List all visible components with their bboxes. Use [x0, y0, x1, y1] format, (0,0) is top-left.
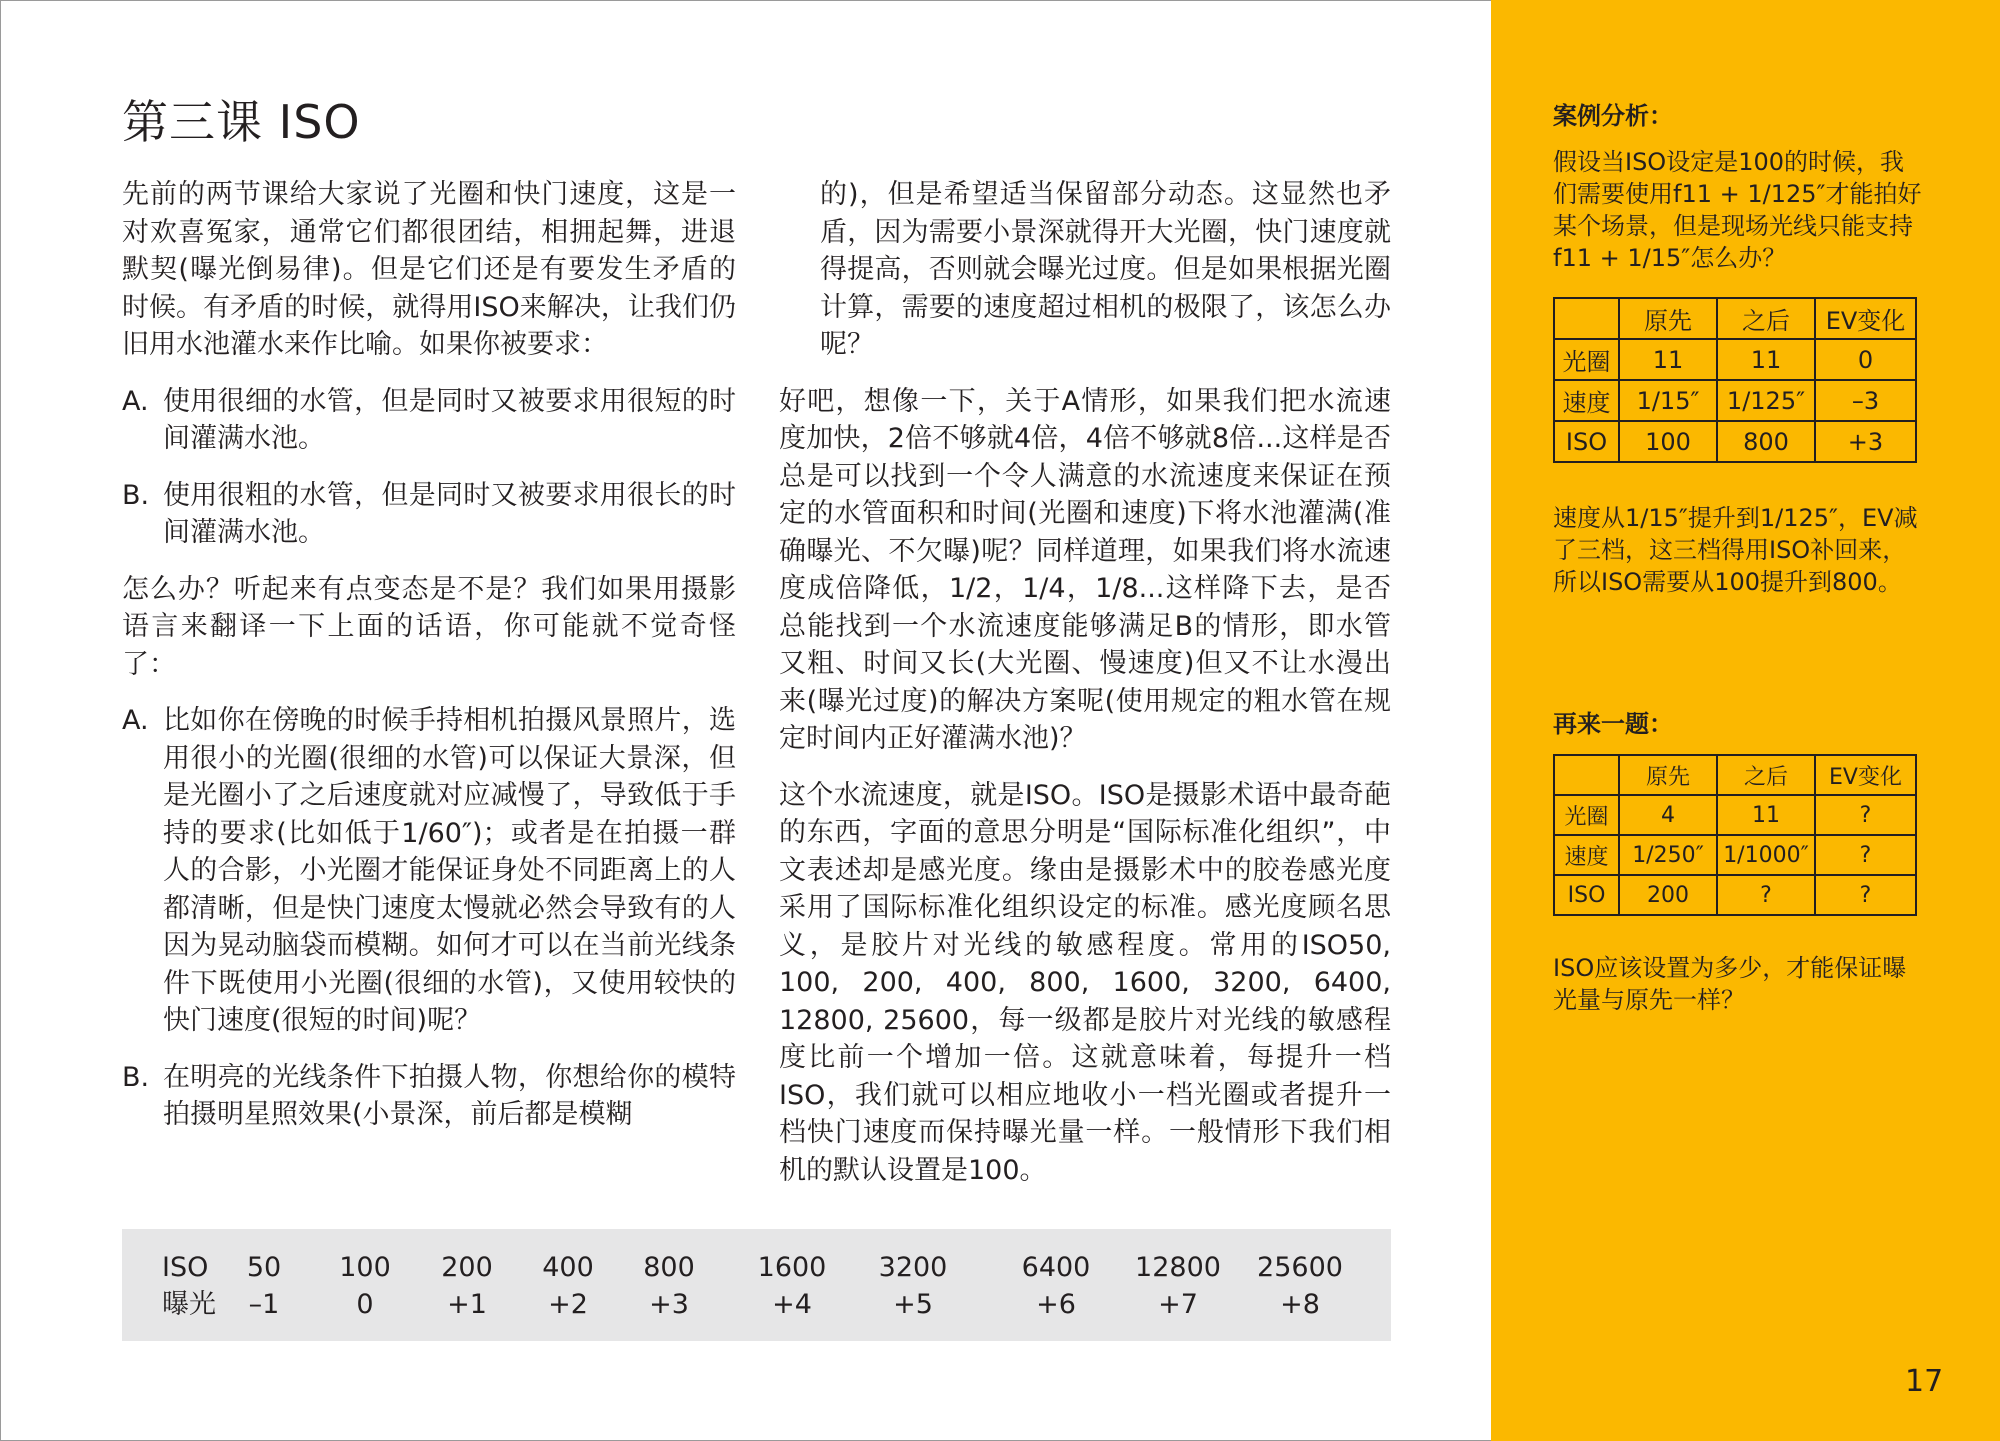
intro-paragraph: 先前的两节课给大家说了光圈和快门速度，这是一对欢喜冤家，通常它们都很团结，相拥起舞，进退默契(曝光倒易律)。但是它们还是有要发生矛盾的时候。有矛盾的时候，就得用ISO来解决，让我们仍旧用水池灌水来作比喻。如果你被要求： [122, 179, 736, 360]
answer-text: 速度从1/15″提升到1/125″，EV减了三档，这三档得用ISO补回来，所以ISO需要从100提升到800。 [1553, 504, 1918, 596]
table-cell: 原先 [1619, 298, 1717, 339]
table-cell [1554, 755, 1619, 795]
table-cell: ? [1717, 875, 1815, 915]
table-cell: 11 [1717, 339, 1815, 380]
list-item-text: 使用很细的水管，但是同时又被要求用很短的时间灌满水池。 [163, 385, 736, 454]
table-cell: 之后 [1717, 755, 1815, 795]
list-marker: A. [122, 385, 149, 417]
exposure-value: +2 [548, 1289, 588, 1320]
table-cell: 1/250″ [1619, 835, 1717, 875]
table-cell: 1/1000″ [1717, 835, 1815, 875]
exposure-value: 0 [356, 1289, 374, 1320]
list-marker: B. [122, 479, 150, 511]
iso-value: 200 [441, 1252, 493, 1283]
table-row [1554, 835, 1916, 875]
table-cell: ? [1815, 875, 1916, 915]
table-cell: 原先 [1619, 755, 1717, 795]
list-marker: A. [122, 705, 149, 736]
question-text: ISO应该设置为多少，才能保证曝光量与原先一样？ [1553, 954, 1907, 1014]
exposure-value: +3 [649, 1289, 689, 1320]
exposure-value: +7 [1158, 1289, 1198, 1320]
iso-value: 400 [542, 1252, 594, 1283]
list-item [122, 1059, 736, 1134]
table-cell: ISO [1554, 875, 1619, 915]
table-cell: ? [1815, 835, 1916, 875]
page-title: 第三课 ISO [122, 95, 361, 149]
exposure-value: +5 [893, 1289, 933, 1320]
exposure-row [122, 1286, 1391, 1323]
iso-value: 50 [246, 1252, 282, 1283]
table-cell: ISO [1554, 421, 1619, 462]
table-cell [1554, 298, 1619, 339]
question-paragraph: 怎么办？听起来有点变态是不是？我们如果用摄影语言来翻译一下上面的话语，你可能就不觉奇怪了： [122, 573, 736, 680]
table-cell: 1/15″ [1619, 380, 1717, 421]
list-item [122, 702, 736, 1040]
exposure-value: +8 [1280, 1289, 1320, 1320]
iso-value: 3200 [878, 1252, 948, 1283]
iso-row [122, 1249, 1391, 1286]
exposure-value: –1 [248, 1289, 280, 1320]
table-cell: EV变化 [1815, 298, 1916, 339]
iso-value: 800 [643, 1252, 695, 1283]
body-paragraph: 这个水流速度，就是ISO。ISO是摄影术语中最奇葩的东西，字面的意思分明是“国际标准化组织”，中文表述却是感光度。缘由是摄影术中的胶卷感光度采用了国际标准化组织设定的标准。感光度顾名思义，是胶片对光线的敏感程度。常用的ISO50, 100, 200, 400, 800, 1600, 3200, 6400, 12800, 25600，每一级都是胶片对光线的敏感程度比前一个增加一倍。这就意味着，每提升一档ISO，我们就可以相应地收小一档光圈或者提升一档快门速度而保持曝光量一样。一般情形下我们相机的默认设置是100。 [779, 779, 1391, 1186]
iso-value: 100 [339, 1252, 391, 1283]
list-item [122, 383, 736, 458]
exposure-value: +6 [1036, 1289, 1076, 1320]
page-number: 17 [1905, 1364, 1944, 1399]
table-cell: EV变化 [1815, 755, 1916, 795]
iso-value: 1600 [757, 1252, 827, 1283]
iso-row-label: ISO [162, 1252, 209, 1283]
table-cell: 速度 [1554, 380, 1619, 421]
list-item-text: 使用很粗的水管，但是同时又被要求用很长的时间灌满水池。 [163, 479, 736, 548]
list-item [122, 477, 736, 552]
exposure-row-label: 曝光 [162, 1289, 216, 1320]
iso-value: 6400 [1021, 1252, 1091, 1283]
table-header-row [1554, 755, 1916, 795]
table-cell: 光圈 [1554, 339, 1619, 380]
table-row [1554, 795, 1916, 835]
table-cell: 11 [1619, 339, 1717, 380]
ev-table-exercise [1553, 754, 1917, 916]
iso-value: 12800 [1135, 1252, 1221, 1283]
table-cell: 光圈 [1554, 795, 1619, 835]
list-item-text: 在明亮的光线条件下拍摄人物，你想给你的模特拍摄明星照效果(小景深，前后都是模糊 [163, 1061, 736, 1130]
table-row [1554, 339, 1916, 380]
column-left [122, 176, 736, 1153]
table-row [1554, 380, 1916, 421]
case-text: 假设当ISO设定是100的时候，我们需要使用f11 + 1/125″才能拍好某个场景，但是现场光线只能支持f11 + 1/15″怎么办？ [1553, 148, 1922, 272]
continued-list-text: 的)，但是希望适当保留部分动态。这显然也矛盾，因为需要小景深就得开大光圈，快门速度就得提高，否则就会曝光过度。但是如果根据光圈计算，需要的速度超过相机的极限了，该怎么办呢？ [820, 179, 1391, 360]
table-cell: 11 [1717, 795, 1815, 835]
body-paragraph: 好吧，想像一下，关于A情形，如果我们把水流速度加快，2倍不够就4倍，4倍不够就8倍...这样是否总是可以找到一个令人满意的水流速度来保证在预定的水管面积和时间(光圈和速度)下将水池灌满(准确曝光、不欠曝)呢？同样道理，如果我们将水流速度成倍降低，1/2，1/4，1/8...这样降下去，是否总能找到一个水流速度能够满足B的情形，即水管又粗、时间又长(大光圈、慢速度)但又不让水漫出来(曝光过度)的解决方案呢(使用规定的粗水管在规定时间内正好灌满水池)？ [779, 385, 1391, 754]
exposure-value: +4 [772, 1289, 812, 1320]
table-header-row [1554, 298, 1916, 339]
table-cell: +3 [1815, 421, 1916, 462]
table-cell: –3 [1815, 380, 1916, 421]
table-cell: ? [1815, 795, 1916, 835]
table-cell: 4 [1619, 795, 1717, 835]
exercise-heading: 再来一题： [1553, 710, 1673, 738]
iso-value: 25600 [1257, 1252, 1343, 1283]
ev-table-example [1553, 297, 1917, 463]
table-cell: 1/125″ [1717, 380, 1815, 421]
table-cell: 100 [1619, 421, 1717, 462]
list-item-text: 比如你在傍晚的时候手持相机拍摄风景照片，选用很小的光圈(很细的水管)可以保证大景深，但是光圈小了之后速度就对应减慢了，导致低于手持的要求(比如低于1/60″)；或者是在拍摄一群人的合影，小光圈才能保证身处不同距离上的人都清晰，但是快门速度太慢就必然会导致有的人因为晃动脑袋而模糊。如何才可以在当前光线条件下既使用小光圈(很细的水管)，又使用较快的快门速度(很短的时间)呢？ [163, 705, 736, 1036]
iso-exposure-table [122, 1229, 1391, 1341]
table-cell: 0 [1815, 339, 1916, 380]
table-cell: 200 [1619, 875, 1717, 915]
table-cell: 800 [1717, 421, 1815, 462]
table-cell: 之后 [1717, 298, 1815, 339]
exposure-value: +1 [447, 1289, 487, 1320]
column-middle [779, 176, 1391, 1208]
table-row [1554, 421, 1916, 462]
table-cell: 速度 [1554, 835, 1619, 875]
case-heading: 案例分析： [1553, 102, 1673, 130]
table-row [1554, 875, 1916, 915]
list-marker: B. [122, 1061, 150, 1093]
